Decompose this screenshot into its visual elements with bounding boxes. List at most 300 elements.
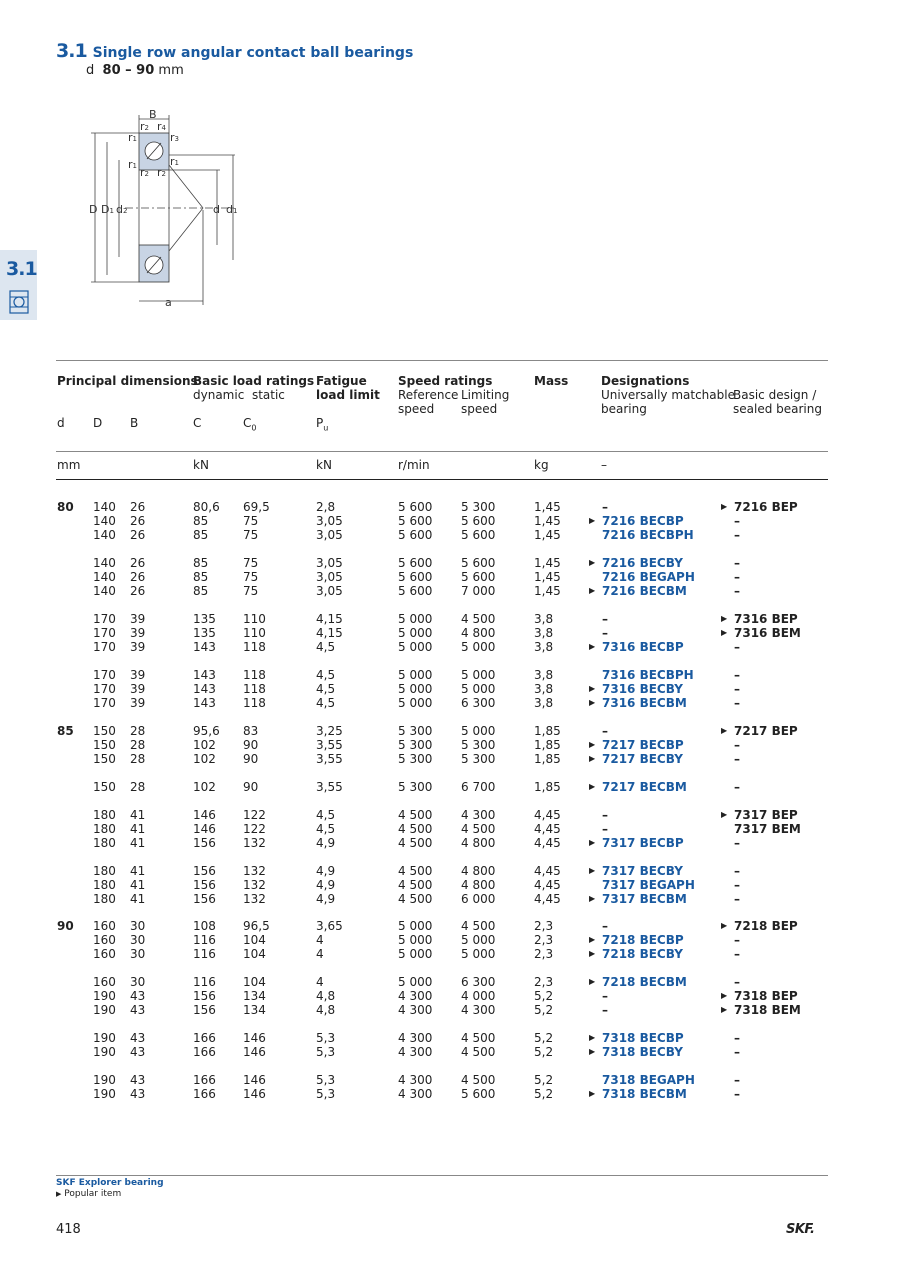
designation-universal[interactable]: 7317 BECBM [602, 892, 687, 906]
cell-d: 190 [93, 989, 116, 1003]
cell-mass: 1,45 [534, 570, 561, 584]
bearing-symbol-icon [9, 290, 29, 314]
cell-mass: 3,8 [534, 640, 554, 654]
designation-basic: – [734, 780, 740, 794]
cell-c: 143 [193, 668, 216, 682]
cell-c0: 118 [243, 696, 266, 710]
cell-lim: 5 600 [461, 570, 496, 584]
header-bottom-rule [56, 479, 828, 480]
cell-mass: 1,45 [534, 584, 561, 598]
popular-marker-icon: ▶ [589, 1089, 596, 1098]
cell-b: 39 [130, 626, 146, 640]
cell-pu: 3,05 [316, 570, 343, 584]
designation-universal[interactable]: 7217 BECBM [602, 780, 687, 794]
designation-basic[interactable]: 7218 BEP [734, 919, 798, 933]
cell-c0: 132 [243, 836, 266, 850]
cell-b: 43 [130, 1073, 146, 1087]
svg-text:D1: D1 [101, 203, 114, 216]
cell-mass: 3,8 [534, 682, 554, 696]
cell-lim: 5 000 [461, 724, 496, 738]
cell-c: 116 [193, 975, 216, 989]
cell-c: 108 [193, 919, 216, 933]
cell-ref: 5 600 [398, 528, 433, 542]
cell-c0: 104 [243, 933, 266, 947]
cell-d: 170 [93, 626, 116, 640]
cell-b: 28 [130, 724, 146, 738]
col-Pu: $P_u$ [316, 416, 329, 433]
cell-d: 140 [93, 584, 116, 598]
cell-lim: 5 000 [461, 682, 496, 696]
cell-c: 143 [193, 682, 216, 696]
cell-ref: 4 300 [398, 1031, 433, 1045]
cell-ref: 4 500 [398, 808, 433, 822]
header-mass: Mass [534, 374, 569, 388]
cell-c: 116 [193, 933, 216, 947]
designation-basic[interactable]: 7316 BEM [734, 626, 801, 640]
cell-d: 180 [93, 864, 116, 878]
cell-pu: 5,3 [316, 1031, 336, 1045]
bore-range-value: 80 – 90 [102, 63, 155, 78]
svg-text:d2: d2 [116, 203, 128, 216]
cell-mass: 5,2 [534, 1003, 554, 1017]
cell-d: 160 [93, 933, 116, 947]
designation-universal[interactable]: 7317 BEGAPH [602, 878, 695, 892]
cell-c: 143 [193, 696, 216, 710]
cell-c: 166 [193, 1087, 216, 1101]
cell-b: 26 [130, 514, 146, 528]
designation-basic: – [734, 878, 740, 892]
designation-basic[interactable]: 7318 BEM [734, 1003, 801, 1017]
svg-text:r2: r2 [157, 166, 166, 179]
cell-lim: 5 000 [461, 640, 496, 654]
cell-c: 85 [193, 556, 209, 570]
svg-text:r3: r3 [170, 131, 179, 144]
cell-lim: 4 000 [461, 989, 496, 1003]
cell-ref: 5 600 [398, 500, 433, 514]
cell-mass: 3,8 [534, 696, 554, 710]
cell-mass: 2,3 [534, 947, 554, 961]
designation-universal[interactable]: 7318 BECBP [602, 1031, 684, 1045]
popular-marker-icon: ▶ [589, 516, 596, 525]
designation-basic[interactable]: 7317 BEM [734, 822, 801, 836]
designation-basic: – [734, 933, 740, 947]
cell-c: 85 [193, 570, 209, 584]
cell-ref: 5 000 [398, 612, 433, 626]
cell-mass: 3,8 [534, 668, 554, 682]
cell-lim: 4 800 [461, 626, 496, 640]
cell-c: 156 [193, 1003, 216, 1017]
cell-ref: 5 000 [398, 682, 433, 696]
footnote-explorer: SKF Explorer bearing [56, 1178, 164, 1188]
cell-pu: 3,05 [316, 528, 343, 542]
cell-d: 80 [57, 500, 74, 514]
cell-c0: 75 [243, 570, 259, 584]
cell-d: 140 [93, 514, 116, 528]
cell-mass: 4,45 [534, 808, 561, 822]
cell-b: 26 [130, 528, 146, 542]
designation-universal[interactable]: 7218 BECBY [602, 947, 683, 961]
cell-c0: 75 [243, 584, 259, 598]
cell-c: 166 [193, 1073, 216, 1087]
cell-pu: 4,5 [316, 668, 336, 682]
designation-universal: – [602, 919, 608, 933]
svg-text:r1: r1 [128, 158, 137, 171]
cell-pu: 3,55 [316, 780, 343, 794]
cell-b: 30 [130, 975, 146, 989]
cell-lim: 5 300 [461, 738, 496, 752]
popular-marker-icon: ▶ [589, 782, 596, 791]
designation-universal[interactable]: 7317 BECBY [602, 864, 683, 878]
designation-universal[interactable]: 7316 BECBY [602, 682, 683, 696]
designation-universal[interactable]: 7216 BECBP [602, 514, 684, 528]
cell-ref: 5 000 [398, 640, 433, 654]
skf-logo: SKF. [786, 1222, 815, 1237]
designation-universal[interactable]: 7216 BEGAPH [602, 570, 695, 584]
cell-c0: 110 [243, 626, 266, 640]
popular-marker-icon: ▶ [56, 1190, 62, 1198]
cell-pu: 3,55 [316, 752, 343, 766]
cell-c0: 122 [243, 822, 266, 836]
cell-lim: 4 800 [461, 878, 496, 892]
cell-pu: 4 [316, 975, 324, 989]
designation-basic: – [734, 1087, 740, 1101]
cell-mass: 1,85 [534, 724, 561, 738]
cell-ref: 4 500 [398, 822, 433, 836]
cell-c: 156 [193, 892, 216, 906]
cell-d: 170 [93, 612, 116, 626]
cell-mass: 5,2 [534, 1045, 554, 1059]
cell-ref: 5 300 [398, 724, 433, 738]
svg-text:r2: r2 [140, 120, 149, 133]
cell-lim: 4 500 [461, 1031, 496, 1045]
cell-ref: 5 300 [398, 780, 433, 794]
cell-mass: 1,45 [534, 514, 561, 528]
header-speed: Speed ratings Reference speed [398, 374, 493, 416]
designation-basic: – [734, 1031, 740, 1045]
cell-lim: 7 000 [461, 584, 496, 598]
cell-lim: 6 300 [461, 696, 496, 710]
popular-marker-icon: ▶ [589, 977, 596, 986]
popular-marker-icon: ▶ [589, 894, 596, 903]
cell-d: 190 [93, 1003, 116, 1017]
cell-c0: 146 [243, 1073, 266, 1087]
cell-lim: 4 800 [461, 864, 496, 878]
cell-d: 170 [93, 682, 116, 696]
cell-ref: 5 000 [398, 919, 433, 933]
cell-pu: 4,15 [316, 612, 343, 626]
designation-universal[interactable]: 7316 BECBP [602, 640, 684, 654]
cell-d: 170 [93, 640, 116, 654]
cell-c: 102 [193, 752, 216, 766]
popular-marker-icon: ▶ [721, 1005, 728, 1014]
cell-c: 80,6 [193, 500, 220, 514]
popular-marker-icon: ▶ [589, 740, 596, 749]
cell-c: 102 [193, 738, 216, 752]
cell-b: 39 [130, 668, 146, 682]
footer-rule [56, 1175, 828, 1176]
designation-basic: – [734, 738, 740, 752]
cell-c: 85 [193, 584, 209, 598]
cell-lim: 5 300 [461, 500, 496, 514]
header-limiting: Limiting speed [461, 388, 510, 416]
cell-c0: 132 [243, 892, 266, 906]
designation-universal[interactable]: 7218 BECBP [602, 933, 684, 947]
cell-pu: 4 [316, 947, 324, 961]
cell-pu: 5,3 [316, 1045, 336, 1059]
cell-b: 39 [130, 682, 146, 696]
cell-mass: 1,45 [534, 500, 561, 514]
designation-basic: – [734, 947, 740, 961]
cell-lim: 4 500 [461, 919, 496, 933]
cell-pu: 4,8 [316, 989, 336, 1003]
cell-d: 190 [93, 1045, 116, 1059]
cell-pu: 4,9 [316, 836, 336, 850]
popular-marker-icon: ▶ [589, 866, 596, 875]
col-C0: $C_0$ [243, 416, 257, 433]
cell-b: 41 [130, 878, 146, 892]
cell-pu: 5,3 [316, 1073, 336, 1087]
popular-marker-icon: ▶ [721, 614, 728, 623]
designation-universal[interactable]: 7218 BECBM [602, 975, 687, 989]
cell-ref: 4 500 [398, 892, 433, 906]
cell-b: 43 [130, 1003, 146, 1017]
cell-d: 150 [93, 724, 116, 738]
designation-basic: – [734, 556, 740, 570]
cell-c0: 118 [243, 640, 266, 654]
cell-c0: 90 [243, 738, 259, 752]
unit-mm: mm [57, 458, 81, 472]
cell-b: 41 [130, 864, 146, 878]
cell-mass: 4,45 [534, 836, 561, 850]
designation-universal[interactable]: 7317 BECBP [602, 836, 684, 850]
unit-dash: – [601, 458, 607, 472]
popular-marker-icon: ▶ [589, 838, 596, 847]
section-title-text: Single row angular contact ball bearings [92, 45, 414, 61]
designation-universal[interactable]: 7217 BECBP [602, 738, 684, 752]
cell-mass: 4,45 [534, 864, 561, 878]
popular-marker-icon: ▶ [721, 991, 728, 1000]
popular-marker-icon: ▶ [721, 502, 728, 511]
cell-pu: 4,9 [316, 892, 336, 906]
designation-universal: – [602, 724, 608, 738]
designation-basic: – [734, 836, 740, 850]
cell-c0: 75 [243, 514, 259, 528]
designation-universal: – [602, 822, 608, 836]
cell-b: 26 [130, 556, 146, 570]
cell-ref: 4 500 [398, 836, 433, 850]
cell-b: 43 [130, 989, 146, 1003]
cell-pu: 4,5 [316, 696, 336, 710]
cell-ref: 5 000 [398, 696, 433, 710]
designation-basic[interactable]: 7317 BEP [734, 808, 798, 822]
cell-d: 140 [93, 570, 116, 584]
col-B: B [130, 416, 139, 430]
designation-basic: – [734, 682, 740, 696]
cell-pu: 4,9 [316, 878, 336, 892]
cell-lim: 5 000 [461, 947, 496, 961]
cell-ref: 5 000 [398, 626, 433, 640]
designation-universal[interactable]: 7216 BECBPH [602, 528, 694, 542]
cell-c: 156 [193, 836, 216, 850]
cell-lim: 5 000 [461, 933, 496, 947]
cell-mass: 4,45 [534, 878, 561, 892]
cell-pu: 4,5 [316, 640, 336, 654]
cell-pu: 4,9 [316, 864, 336, 878]
designation-universal[interactable]: 7318 BECBY [602, 1045, 683, 1059]
svg-text:r2: r2 [140, 166, 149, 179]
header-principal: Principal dimensions [57, 374, 198, 388]
bearing-cross-section-diagram [85, 105, 245, 310]
table-top-rule [56, 360, 828, 361]
bore-range: d 80 – 90 mm [86, 63, 184, 78]
designation-basic: – [734, 892, 740, 906]
cell-pu: 3,55 [316, 738, 343, 752]
cell-lim: 4 500 [461, 612, 496, 626]
cell-c: 135 [193, 626, 216, 640]
header-designations: Designations Universally matchable bearing [601, 374, 735, 416]
cell-d: 85 [57, 724, 74, 738]
cell-d: 140 [93, 556, 116, 570]
cell-d: 90 [57, 919, 74, 933]
cell-c: 95,6 [193, 724, 220, 738]
cell-ref: 5 300 [398, 738, 433, 752]
cell-c0: 75 [243, 556, 259, 570]
cell-lim: 4 300 [461, 808, 496, 822]
cell-pu: 5,3 [316, 1087, 336, 1101]
cell-c: 156 [193, 989, 216, 1003]
cell-d: 160 [93, 919, 116, 933]
cell-mass: 3,8 [534, 626, 554, 640]
popular-marker-icon: ▶ [721, 921, 728, 930]
designation-basic: – [734, 752, 740, 766]
designation-basic: – [734, 570, 740, 584]
designation-basic[interactable]: 7216 BEP [734, 500, 798, 514]
designation-basic[interactable]: 7318 BEP [734, 989, 798, 1003]
footnote-popular: ▶ Popular item [56, 1189, 122, 1199]
cell-lim: 4 500 [461, 1073, 496, 1087]
cell-d: 150 [93, 738, 116, 752]
cell-ref: 5 300 [398, 752, 433, 766]
chapter-tab-number: 3.1 [6, 258, 37, 280]
cell-d: 180 [93, 892, 116, 906]
designation-universal: – [602, 626, 608, 640]
unit-kN-fatigue: kN [316, 458, 332, 472]
cell-mass: 5,2 [534, 1087, 554, 1101]
header-unit-rule [56, 451, 828, 452]
svg-text:r1: r1 [170, 155, 179, 168]
cell-pu: 4,8 [316, 1003, 336, 1017]
cell-pu: 3,05 [316, 584, 343, 598]
cell-c0: 69,5 [243, 500, 270, 514]
cell-d: 160 [93, 975, 116, 989]
cell-lim: 6 700 [461, 780, 496, 794]
designation-universal[interactable]: 7216 BECBM [602, 584, 687, 598]
cell-c0: 118 [243, 668, 266, 682]
popular-marker-icon: ▶ [589, 698, 596, 707]
cell-pu: 4,5 [316, 682, 336, 696]
cell-b: 41 [130, 808, 146, 822]
cell-mass: 2,3 [534, 975, 554, 989]
designation-universal: – [602, 1003, 608, 1017]
designation-basic: – [734, 514, 740, 528]
section-title [56, 40, 413, 62]
designation-universal[interactable]: 7216 BECBY [602, 556, 683, 570]
cell-pu: 3,65 [316, 919, 343, 933]
cell-c: 143 [193, 640, 216, 654]
cell-pu: 3,05 [316, 556, 343, 570]
cell-ref: 4 300 [398, 1087, 433, 1101]
cell-c0: 110 [243, 612, 266, 626]
cell-d: 170 [93, 696, 116, 710]
designation-basic: – [734, 864, 740, 878]
cell-c: 116 [193, 947, 216, 961]
designation-universal: – [602, 612, 608, 626]
cell-d: 180 [93, 836, 116, 850]
cell-pu: 3,25 [316, 724, 343, 738]
header-fatigue: Fatigue load limit [316, 374, 380, 402]
cell-c: 166 [193, 1031, 216, 1045]
designation-universal[interactable]: 7318 BECBM [602, 1087, 687, 1101]
cell-b: 28 [130, 780, 146, 794]
cell-pu: 3,05 [316, 514, 343, 528]
cell-ref: 4 500 [398, 864, 433, 878]
cell-pu: 2,8 [316, 500, 336, 514]
unit-kg: kg [534, 458, 549, 472]
cell-b: 28 [130, 738, 146, 752]
cell-b: 43 [130, 1031, 146, 1045]
page-number: 418 [56, 1222, 81, 1237]
cell-lim: 5 600 [461, 514, 496, 528]
cell-b: 39 [130, 696, 146, 710]
chapter-side-tab[interactable] [0, 250, 37, 320]
cell-mass: 4,45 [534, 822, 561, 836]
designation-universal: – [602, 500, 608, 514]
svg-text:d: d [213, 203, 220, 216]
cell-b: 41 [130, 892, 146, 906]
designation-basic[interactable]: 7217 BEP [734, 724, 798, 738]
col-D: D [93, 416, 103, 430]
designation-universal[interactable]: 7316 BECBM [602, 696, 687, 710]
cell-mass: 1,85 [534, 780, 561, 794]
popular-marker-icon: ▶ [589, 642, 596, 651]
designation-basic: – [734, 696, 740, 710]
designation-basic[interactable]: 7316 BEP [734, 612, 798, 626]
cell-d: 150 [93, 752, 116, 766]
svg-text:a: a [165, 296, 172, 309]
cell-ref: 4 500 [398, 878, 433, 892]
svg-text:r4: r4 [157, 120, 166, 133]
svg-text:d1: d1 [226, 203, 238, 216]
cell-d: 180 [93, 822, 116, 836]
designation-basic: – [734, 528, 740, 542]
cell-c0: 90 [243, 780, 259, 794]
cell-c0: 104 [243, 975, 266, 989]
cell-c0: 104 [243, 947, 266, 961]
cell-c0: 146 [243, 1031, 266, 1045]
designation-universal[interactable]: 7217 BECBY [602, 752, 683, 766]
designation-universal[interactable]: 7316 BECBPH [602, 668, 694, 682]
cell-ref: 4 300 [398, 989, 433, 1003]
cell-pu: 4 [316, 933, 324, 947]
cell-lim: 5 600 [461, 1087, 496, 1101]
cell-c0: 83 [243, 724, 259, 738]
cell-b: 30 [130, 919, 146, 933]
cell-lim: 5 600 [461, 556, 496, 570]
unit-kN-load: kN [193, 458, 209, 472]
cell-d: 140 [93, 500, 116, 514]
cell-b: 39 [130, 612, 146, 626]
designation-universal[interactable]: 7318 BEGAPH [602, 1073, 695, 1087]
